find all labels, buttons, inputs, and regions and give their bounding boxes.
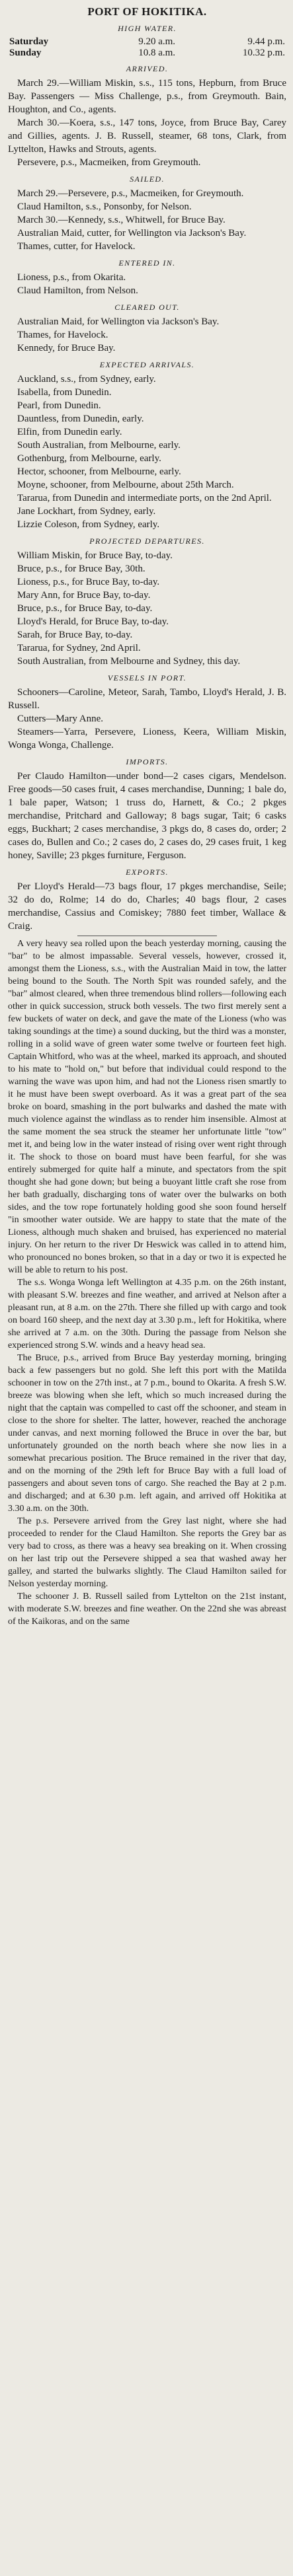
vessels-entry: Cutters—Mary Anne. (17, 714, 103, 724)
expected-entry: Tararua, from Dunedin and intermediate ports, on the 2nd April. (17, 493, 272, 503)
expected-entry: Isabella, from Dunedin. (17, 387, 112, 398)
sailed-entry: Thames, cutter, for Havelock. (17, 241, 136, 252)
section-heading-exports: EXPORTS. (126, 867, 169, 877)
expected-entry: Elfin, from Dunedin early. (17, 427, 122, 437)
expected-entry: South Australian, from Melbourne, early. (17, 440, 181, 451)
departure-entry: Tararua, for Sydney, 2nd April. (17, 643, 141, 653)
expected-entry: Gothenburg, from Melbourne, early. (17, 453, 161, 464)
tide-row (8, 48, 286, 59)
expected-entry: Moyne, schooner, from Melbourne, about 25th March. (17, 480, 234, 490)
page-title: PORT OF HOKITIKA. (87, 5, 207, 18)
sailed-entry: Australian Maid, cutter, for Wellington via Jackson's Bay. (17, 228, 247, 239)
expected-entry: Hector, schooner, from Melbourne, early. (17, 466, 181, 477)
cleared-entry: Kennedy, for Bruce Bay. (17, 343, 116, 353)
tide-day: Saturday (9, 36, 49, 47)
section-heading-entered-in: ENTERED IN. (118, 258, 176, 268)
section-heading-high-water: HIGH WATER. (118, 24, 177, 33)
tide-row (8, 36, 286, 48)
tide-table (8, 36, 286, 59)
news-paragraph: A very heavy sea rolled upon the beach yesterday morning, causing the "bar" to be almost impassable. Several vessels, however, crossed it, amongst them the Lioness, s.s., with the Australian Maid in tow, the latter being bound to the South. The North Spit was rounded safely, and the "bar" almost cleared, when three tremendous blind rollers—following each other in quick succession, struck both vessels. The two first merely sent a few buckets of water on deck, and gave the mate of the Lioness (who was taking soundings at the time) a sound ducking, but the third was a monster, rolling in a solid wave of green water some twelve or fourteen feet high. Captain Whitford, who was at the wheel, marked its approach, and shouted to his mate to "hold on," but before that individual could respond to the warning the wave was upon him, and had not the Lioness risen smartly to it he must have been swept overboard. As it was a great part of the sea broke on board, smashing in the port bulwarks and dashed the mate with much violence against the windlass as to render him insensible. Almost at the same moment the sea struck the steamer her unfortunate little "tow" met it, and being low in the water instead of rising over went right through it. The shock to those on board must have been fearful, for she was entirely submerged for quite half a minute, and spectators from the spit thought she had gone down; but being a buoyant little craft she rose from her bath gradually, discharging tons of water over the bulwarks on both sides, and the tow rope fortunately holding good she soon found herself "in smoother water outside. We are happy to state that the mate of the Lioness, although much shaken and bruised, has experienced no material injury. On her return to the river Dr Heswick was called in to attend him, who pronounced no bones broken, so that in a day or two it is expected he will be able to return to his post. (8, 939, 286, 1275)
news-paragraph: The s.s. Wonga Wonga left Wellington at 4.35 p.m. on the 26th instant, with pleasant S.W. breezes and fine weather, and arrived at Nelson after a pleasant run, at 8 a.m. on the 27th. There she filled up with cargo and took on board 160 sheep, and the next day at 3.30 p.m., left for Hokitika, where she arrived at 7 a.m. on the 30th. During the passage from Nelson she experienced strong S.W. winds and a heavy head sea. (8, 1278, 286, 1350)
tide-pm: 10.32 p.m. (242, 48, 285, 58)
exports-paragraph: Per Lloyd's Herald—73 bags flour, 17 pkges merchandise, Seile; 32 do do, Rolme; 14 do do, Charles; 40 bags flour, 2 cases merchandise, Cassius and Comiskey; 7880 feet timber, Wallace & Craig. (8, 881, 286, 932)
shipping-news (8, 938, 286, 1628)
tide-am: 10.8 a.m. (138, 48, 176, 58)
news-paragraph: The Bruce, p.s., arrived from Bruce Bay yesterday morning, bringing back a few passengers but no gold. She left this port with the Matilda schooner in tow on the 27th inst., at 7 p.m., bound to Okarita. A fresh S.W. breeze was blowing when she left, which so much increased during the night that the captain was compelled to cast off the schooner, and steam in close to the shore for shelter. The latter, however, reached the anchorage under canvas, and next morning followed the Bruce in over the bar, but unfortunately grounded on the north beach where she now lies in a somewhat precarious position. The Bruce remained in the river that day, and on the morning of the 29th left for Bruce Bay with a full load of passengers and about seven tons of cargo. She reached the Bay at 2 p.m. and discharged; and at 6.30 p.m. left again, and arrived off Hokitika at 3.30 a.m. on the 30th. (8, 1353, 286, 1514)
vessels-entry: Steamers—Yarra, Persevere, Lioness, Keera, William Miskin, Wonga Wonga, Challenge. (8, 727, 286, 751)
entered-entry: Claud Hamilton, from Nelson. (17, 285, 138, 296)
section-heading-sailed: SAILED. (130, 174, 165, 184)
news-paragraph: The p.s. Persevere arrived from the Grey last night, where she had proceeded to render for the Claud Hamilton. She reports the Grey bar as very bad to cross, as there was a heavy sea breaking on it. When crossing on her last trip out the Persevere shipped a sea that washed away her galley, and started the bulwarks slightly. The Claud Hamilton sailed for Nelson yesterday morning. (8, 1516, 286, 1589)
cleared-entry: Australian Maid, for Wellington via Jackson's Bay. (17, 316, 220, 327)
departure-entry: South Australian, from Melbourne and Sydney, this day. (17, 656, 241, 667)
expected-entry: Dauntless, from Dunedin, early. (17, 414, 144, 424)
sailed-entry: March 29.—Persevere, p.s., Macmeiken, for Greymouth. (17, 188, 244, 199)
cleared-entry: Thames, for Havelock. (17, 330, 108, 340)
departure-entry: Bruce, p.s., for Bruce Bay, to-day. (17, 603, 153, 614)
section-heading-cleared-out: CLEARED OUT. (114, 303, 180, 312)
departure-entry: William Miskin, for Bruce Bay, to-day. (17, 550, 173, 561)
entered-entry: Lioness, p.s., from Okarita. (17, 272, 126, 283)
arrived-entry: March 30.—Koera, s.s., 147 tons, Joyce, from Bruce Bay, Carey and Gillies, agents. J. B. Russell, steamer, 68 tons, Clark, from Lyttelton, Hawks and Strouts, agents. (8, 118, 286, 155)
news-paragraph: The schooner J. B. Russell sailed from Lyttelton on the 21st instant, with moderate S.W. breezes and fine weather. On the 22nd she was abreast of the Kaikoras, and on the same (8, 1592, 286, 1627)
departure-entry: Lioness, p.s., for Bruce Bay, to-day. (17, 577, 160, 587)
departure-entry: Sarah, for Bruce Bay, to-day. (17, 630, 133, 640)
tide-day: Sunday (9, 48, 42, 58)
imports-paragraph: Per Claudo Hamilton—under bond—2 cases cigars, Mendelson. Free goods—50 cases fruit, 4 cases merchandise, Dunning; 1 bale do, 1 bale paper, Watson; 1 truss do, Harnett, & Co.; 2 pkges merchandise, Pritchard and Galloway; 8 bags sugar, Tait; 6 casks eggs, Buckhart; 2 cases merchandise, 3 pkgs do, 8 cases do, order; 2 cases do, Bullen and Co.; 2 cases do, 2 cases do, 29 cases fruit, 1 keg honey, Saville; 23 pkges furniture, Ferguson. (8, 771, 286, 861)
vessels-entry: Schooners—Caroline, Meteor, Sarah, Tambo, Lloyd's Herald, J. B. Russell. (8, 687, 286, 711)
expected-entry: Lizzie Coleson, from Sydney, early. (17, 519, 160, 530)
departure-entry: Bruce, p.s., for Bruce Bay, 30th. (17, 564, 146, 574)
tide-pm: 9.44 p.m. (247, 36, 285, 47)
arrived-entry: March 29.—William Miskin, s.s., 115 tons, Hepburn, from Bruce Bay. Passengers — Miss Challenge, p.s., from Greymouth. Bain, Houghton, and Co., agents. (8, 78, 286, 115)
section-heading-arrived: ARRIVED. (126, 64, 169, 73)
expected-entry: Auckland, s.s., from Sydney, early. (17, 374, 156, 385)
section-heading-imports: IMPORTS. (126, 757, 169, 766)
departure-entry: Lloyd's Herald, for Bruce Bay, to-day. (17, 616, 169, 627)
arrived-entry: Persevere, p.s., Macmeiken, from Greymouth. (17, 157, 201, 168)
sailed-entry: Claud Hamilton, s.s., Ponsonby, for Nelson. (17, 202, 192, 212)
departure-entry: Mary Ann, for Bruce Bay, to-day. (17, 590, 151, 601)
section-heading-expected-arrivals: EXPECTED ARRIVALS. (99, 360, 195, 369)
expected-entry: Pearl, from Dunedin. (17, 400, 101, 411)
tide-am: 9.20 a.m. (138, 36, 176, 47)
expected-entry: Jane Lockhart, from Sydney, early. (17, 506, 156, 517)
section-heading-vessels-in-port: VESSELS IN PORT. (107, 673, 187, 682)
sailed-entry: March 30.—Kennedy, s.s., Whitwell, for Bruce Bay. (17, 215, 226, 225)
section-heading-projected-departures: PROJECTED DEPARTURES. (89, 536, 205, 546)
